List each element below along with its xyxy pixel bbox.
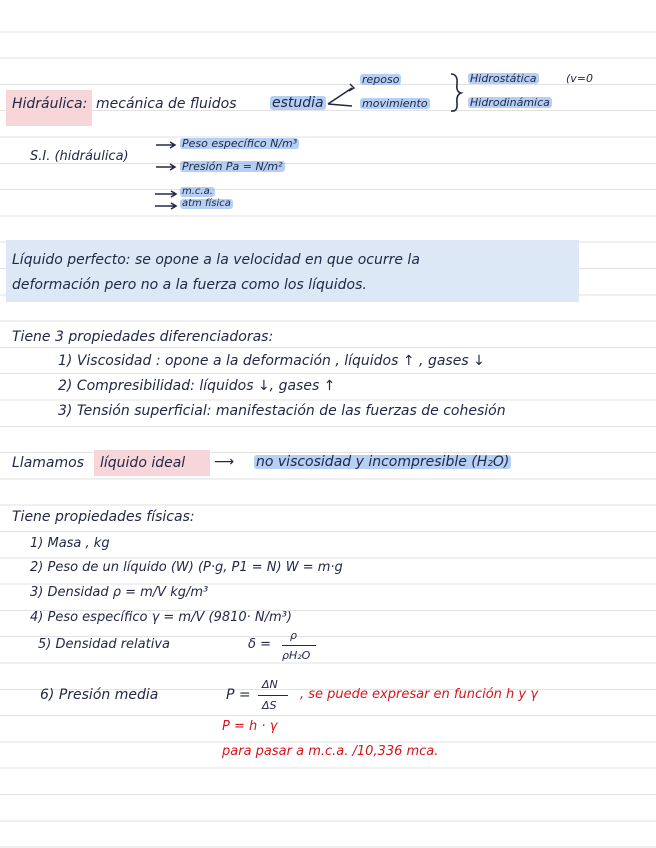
presion-formula-num: ΔN — [262, 678, 278, 691]
densidad-relativa-num: ρ — [290, 629, 297, 642]
si-item-atm: atm física — [182, 198, 231, 209]
branch-note-hidrostatica: (v=0 — [566, 72, 594, 85]
liquido-perfecto-line1: Líquido perfecto: se opone a la velocidad en que ocurre la — [12, 252, 420, 268]
liquido-ideal-desc: no viscosidad y incompresible (H₂O) — [256, 454, 510, 470]
branch-name-hidrodinamica: Hidrodinámica — [470, 96, 550, 109]
hidraulica-verb: estudia — [272, 95, 324, 111]
liquido-perfecto-line2: deformación pero no a la fuerza como los líquidos. — [12, 277, 367, 293]
liquido-ideal-prefix: Llamamos — [12, 455, 84, 471]
propiedad-dif-item: 3) Tensión superficial: manifestación de las fuerzas de cohesión — [58, 403, 506, 419]
propiedad-fis-item: 4) Peso específico γ = m/V (9810· N/m³) — [30, 610, 292, 625]
propiedades-dif-heading: Tiene 3 propiedades diferenciadoras: — [12, 329, 274, 345]
propiedad-dif-item: 2) Compresibilidad: líquidos ↓, gases ↑ — [58, 378, 336, 394]
presion-formula-den: ΔS — [262, 699, 277, 712]
presion-label: 6) Presión media — [40, 687, 159, 703]
si-item-presion: Presión Pa = N/m² — [182, 160, 283, 173]
si-item-peso-especifico: Peso específico N/m³ — [182, 137, 298, 150]
propiedades-fis-heading: Tiene propiedades físicas: — [12, 509, 195, 525]
propiedad-fis-item: 5) Densidad relativa — [38, 637, 170, 652]
si-label: S.I. (hidráulica) — [30, 149, 129, 164]
branch-name-hidrostatica: Hidrostática — [470, 72, 537, 85]
branch-state-movimiento: movimiento — [362, 97, 428, 110]
presion-formula-lhs: P = — [226, 687, 251, 703]
propiedad-fis-item: 2) Peso de un líquido (W) (P·g, P1 = N) W = m·g — [30, 560, 343, 575]
presion-remark: , se puede expresar en función h y γ — [300, 687, 538, 702]
densidad-relativa-den: ρH₂O — [282, 649, 311, 662]
branch-state-reposo: reposo — [362, 73, 400, 86]
propiedad-fis-item: 3) Densidad ρ = m/V kg/m³ — [30, 585, 209, 600]
propiedad-dif-item: 1) Viscosidad : opone a la deformación , líquidos ↑ , gases ↓ — [58, 353, 485, 369]
liquido-ideal-term: líquido ideal — [100, 455, 186, 471]
liquido-ideal-arrow: ⟶ — [214, 454, 235, 470]
presion-conversion: para pasar a m.c.a. /10,336 mca. — [222, 744, 439, 759]
hidraulica-definition: mecánica de fluidos — [96, 96, 237, 112]
densidad-relativa-fraction-bar — [282, 645, 316, 646]
si-item-mca: m.c.a. — [182, 186, 213, 197]
densidad-relativa-lhs: δ = — [248, 637, 271, 652]
presion-fraction-bar — [258, 695, 288, 696]
presion-equation: P = h · γ — [222, 719, 278, 734]
hidraulica-label: Hidráulica: — [12, 96, 88, 112]
propiedad-fis-item: 1) Masa , kg — [30, 536, 110, 551]
